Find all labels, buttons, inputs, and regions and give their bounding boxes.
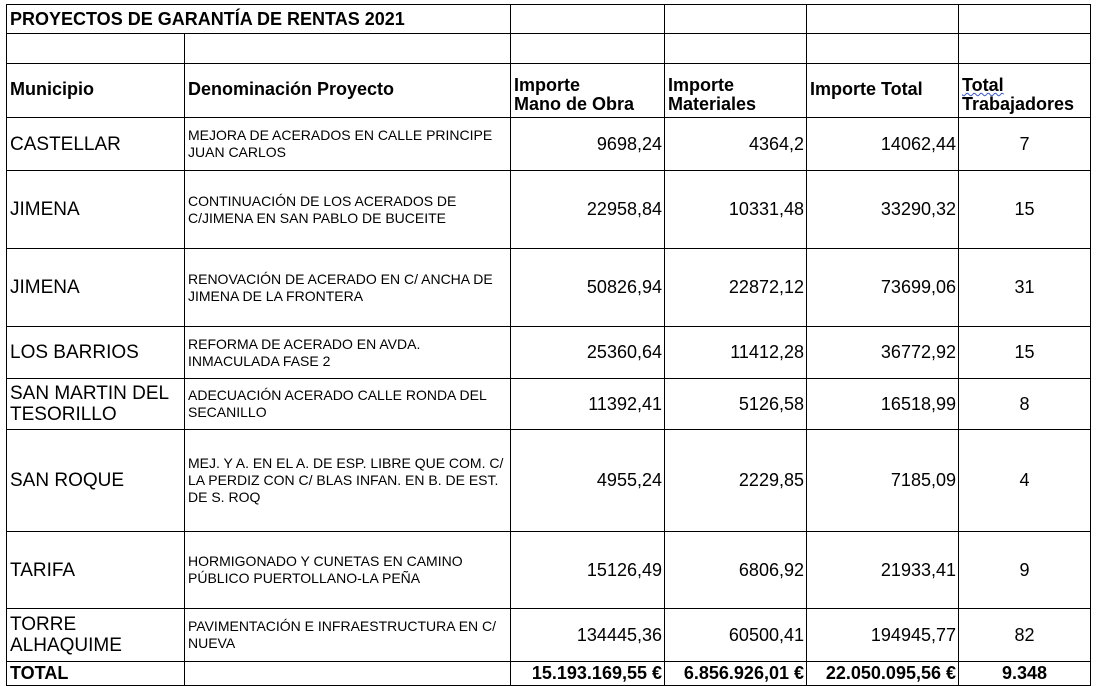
table-row	[7, 532, 1091, 609]
cell-materiales: 5126,58	[665, 379, 807, 430]
cell-proyecto: REFORMA DE ACERADO EN AVDA. INMACULADA FASE 2	[185, 327, 511, 379]
cell-trabajadores: 31	[959, 249, 1091, 327]
table-row	[7, 171, 1091, 249]
cell-municipio: JIMENA	[7, 171, 185, 249]
table-row	[7, 379, 1091, 430]
projects-table	[6, 4, 1091, 686]
cell-materiales: 2229,85	[665, 430, 807, 532]
cell-materiales: 4364,2	[665, 118, 807, 171]
cell-mano-obra: 9698,24	[511, 118, 665, 171]
cell-mano-obra: 11392,41	[511, 379, 665, 430]
header-denominacion: Denominación Proyecto	[185, 64, 511, 118]
header-trabajadores-line1: Total	[962, 75, 1004, 95]
empty-cell	[665, 5, 807, 34]
header-row	[7, 64, 1091, 118]
empty-cell	[807, 5, 959, 34]
table-row	[7, 327, 1091, 379]
cell-municipio: CASTELLAR	[7, 118, 185, 171]
empty-cell	[807, 34, 959, 64]
cell-trabajadores: 15	[959, 327, 1091, 379]
header-materiales-line2: Materiales	[668, 94, 757, 114]
cell-mano-obra: 15126,49	[511, 532, 665, 609]
total-row	[7, 662, 1091, 686]
cell-total: 36772,92	[807, 327, 959, 379]
table-row	[7, 430, 1091, 532]
cell-mano-obra: 134445,36	[511, 609, 665, 662]
cell-municipio: TORRE ALHAQUIME	[7, 609, 185, 662]
header-trabajadores-line2: Trabajadores	[962, 94, 1075, 114]
total-materiales: 6.856.926,01 €	[665, 662, 807, 686]
cell-municipio: TARIFA	[7, 532, 185, 609]
total-mano-obra: 15.193.169,55 €	[511, 662, 665, 686]
cell-trabajadores: 82	[959, 609, 1091, 662]
cell-municipio: SAN MARTIN DEL TESORILLO	[7, 379, 185, 430]
cell-total: 194945,77	[807, 609, 959, 662]
cell-proyecto: ADECUACIÓN ACERADO CALLE RONDA DEL SECANILLO	[185, 379, 511, 430]
empty-cell	[185, 34, 511, 64]
cell-trabajadores: 9	[959, 532, 1091, 609]
cell-materiales: 22872,12	[665, 249, 807, 327]
cell-proyecto: MEJ. Y A. EN EL A. DE ESP. LIBRE QUE COM. C/ LA PERDIZ CON C/ BLAS INFAN. EN B. DE EST. DE S. ROQ	[185, 430, 511, 532]
cell-municipio: LOS BARRIOS	[7, 327, 185, 379]
empty-cell	[665, 34, 807, 64]
total-label: TOTAL	[7, 662, 185, 686]
cell-proyecto: CONTINUACIÓN DE LOS ACERADOS DE C/JIMENA EN SAN PABLO DE BUCEITE	[185, 171, 511, 249]
table-row	[7, 249, 1091, 327]
cell-proyecto: HORMIGONADO Y CUNETAS EN CAMINO PÚBLICO PUERTOLLANO-LA PEÑA	[185, 532, 511, 609]
cell-trabajadores: 15	[959, 171, 1091, 249]
cell-trabajadores: 7	[959, 118, 1091, 171]
cell-materiales: 60500,41	[665, 609, 807, 662]
blank-row	[7, 34, 1091, 64]
empty-cell	[185, 662, 511, 686]
empty-cell	[959, 5, 1091, 34]
empty-cell	[959, 34, 1091, 64]
cell-proyecto: PAVIMENTACIÓN E INFRAESTRUCTURA EN C/ NUEVA	[185, 609, 511, 662]
empty-cell	[511, 5, 665, 34]
cell-municipio: SAN ROQUE	[7, 430, 185, 532]
header-importe-total: Importe Total	[807, 64, 959, 118]
header-trabajadores	[959, 64, 1091, 118]
cell-proyecto: MEJORA DE ACERADOS EN CALLE PRINCIPE JUAN CARLOS	[185, 118, 511, 171]
cell-total: 21933,41	[807, 532, 959, 609]
cell-municipio: JIMENA	[7, 249, 185, 327]
table-row	[7, 118, 1091, 171]
cell-total: 73699,06	[807, 249, 959, 327]
cell-mano-obra: 50826,94	[511, 249, 665, 327]
title-row	[7, 5, 1091, 34]
cell-total: 33290,32	[807, 171, 959, 249]
header-mano-obra-line2: Mano de Obra	[514, 94, 635, 114]
header-municipio: Municipio	[7, 64, 185, 118]
cell-total: 16518,99	[807, 379, 959, 430]
cell-mano-obra: 25360,64	[511, 327, 665, 379]
cell-mano-obra: 4955,24	[511, 430, 665, 532]
cell-total: 7185,09	[807, 430, 959, 532]
cell-trabajadores: 4	[959, 430, 1091, 532]
header-materiales-line1: Importe	[668, 75, 735, 95]
cell-total: 14062,44	[807, 118, 959, 171]
sheet-title: PROYECTOS DE GARANTÍA DE RENTAS 2021	[7, 5, 511, 34]
empty-cell	[7, 34, 185, 64]
table-row	[7, 609, 1091, 662]
cell-proyecto: RENOVACIÓN DE ACERADO EN C/ ANCHA DE JIMENA DE LA FRONTERA	[185, 249, 511, 327]
empty-cell	[511, 34, 665, 64]
cell-mano-obra: 22958,84	[511, 171, 665, 249]
header-mano-obra	[511, 64, 665, 118]
cell-materiales: 11412,28	[665, 327, 807, 379]
header-mano-obra-line1: Importe	[514, 75, 581, 95]
cell-trabajadores: 8	[959, 379, 1091, 430]
total-importe: 22.050.095,56 €	[807, 662, 959, 686]
header-materiales	[665, 64, 807, 118]
cell-materiales: 10331,48	[665, 171, 807, 249]
total-trabajadores: 9.348	[959, 662, 1091, 686]
cell-materiales: 6806,92	[665, 532, 807, 609]
